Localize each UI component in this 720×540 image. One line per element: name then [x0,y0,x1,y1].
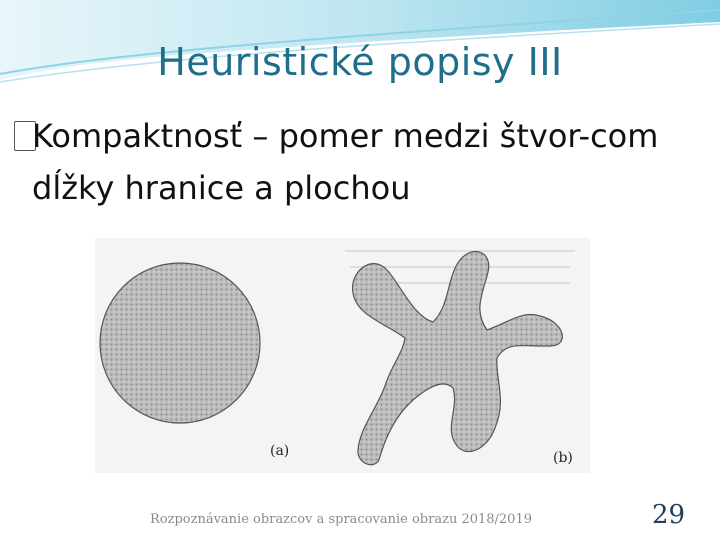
figure-shapes [95,238,590,473]
compactness-figure [95,238,590,473]
bullet-text: Kompaktnosť – pomer medzi štvor-com dĺžky hranice a plochou [32,117,659,207]
slide-title: Heuristické popisy III [157,40,563,84]
compact-circle-shape [100,263,260,423]
figure-label-a: (a) [270,443,290,459]
slide-footer: Rozpoznávanie obrazcov a spracovanie obrazu 2018/2019 [150,512,532,527]
figure-label-b: (b) [553,450,573,466]
page-number: 29 [652,500,686,530]
